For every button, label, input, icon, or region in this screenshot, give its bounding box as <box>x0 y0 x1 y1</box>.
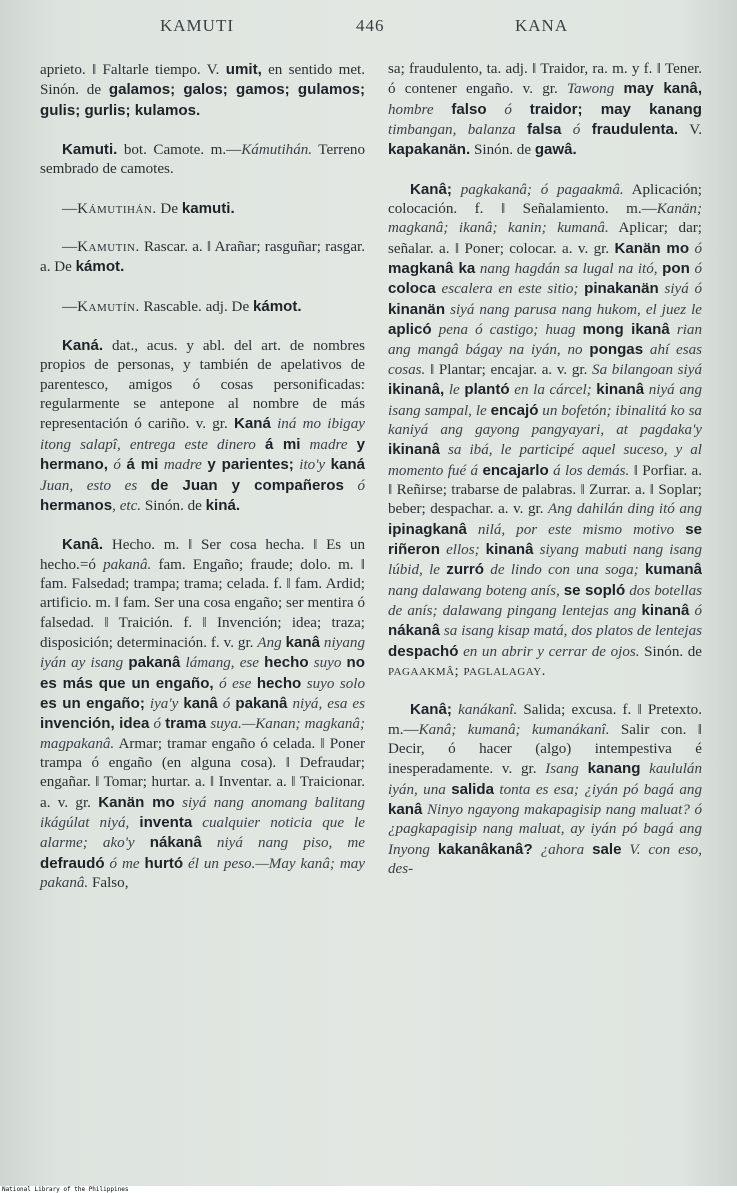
definition-text: Sinón. de <box>639 643 702 660</box>
dictionary-entry-kana-dat <box>40 336 365 516</box>
headword: umit, <box>225 61 262 78</box>
example-text: escalera en este sitio; <box>435 281 585 298</box>
definition-text: — <box>62 298 78 315</box>
dictionary-entry-kana-aplicacion <box>388 180 702 682</box>
example-text: niyá ang isang sampal, le <box>388 382 702 419</box>
example-text: ellos; <box>440 541 486 558</box>
example-text: ó <box>217 695 236 712</box>
example-text: siyá nang parusa nang hukom, el juez le <box>445 301 702 318</box>
headword: pakanâ <box>235 694 288 712</box>
headword: coloca <box>388 280 436 298</box>
example-text: pagkakanâ; ó pagaakmâ. <box>451 181 624 198</box>
headword: encajarlo <box>482 461 549 479</box>
headword: pinakanän <box>584 280 659 298</box>
definition-text: — <box>62 200 78 217</box>
headword: inventa <box>139 814 193 831</box>
headword: kanâ <box>183 694 218 712</box>
headword: Kanâ; <box>410 180 452 198</box>
example-text: un bofetón; ibinalitá ko sa kaniyá ang gayong pangyayari, at pagdaka'y <box>388 402 702 438</box>
dictionary-entry-kamuti <box>40 140 365 180</box>
example-text: ó <box>561 122 592 139</box>
example-text: dos botellas de anís; dalawang pingang lentejas ang <box>388 582 703 619</box>
example-text: él un peso.—May kanâ; may pakanâ. <box>40 855 365 892</box>
example-text: ó <box>689 240 703 257</box>
example-text: niyá nang piso, me <box>201 835 365 852</box>
headword: kinanän <box>388 300 446 318</box>
definition-text: en sentido met. Sinón. de <box>40 62 365 99</box>
headword: zurró <box>446 561 484 579</box>
small-caps-term: pagaakmâ; paglalagay. <box>388 662 546 679</box>
dictionary-entry-aprieto <box>40 60 365 121</box>
example-text: Ang <box>257 634 286 651</box>
headword: magkanâ ka <box>388 260 476 278</box>
definition-text: ‖ Plantar; encajar. a. v. gr. <box>425 361 593 378</box>
headword: pakanâ <box>128 654 181 672</box>
headword: Kanâ; <box>410 701 452 719</box>
example-text: de lindo con una soga; <box>484 562 645 579</box>
example-text: kaululán iyán, una <box>388 761 702 798</box>
example-text: Juan, esto es <box>40 477 151 494</box>
example-text: madre <box>300 436 357 453</box>
definition-text: aprieto. ‖ Faltarle tiempo. V. <box>40 62 226 78</box>
headword: galamos; galos; gamos; gulamos; gulis; gurlis; kulamos. <box>40 81 366 119</box>
example-text: Tawong <box>567 81 624 98</box>
headword: Kaná <box>233 415 271 433</box>
example-text: ¿ahora <box>532 841 593 858</box>
headword: á mi <box>126 456 159 474</box>
headword: kakanâkanâ? <box>437 840 533 858</box>
headword: kaná <box>330 456 366 474</box>
headword: kinanâ <box>485 540 534 558</box>
headword: se riñeron <box>388 520 702 558</box>
headword: kinanâ <box>596 381 645 399</box>
definition-text: V. <box>678 122 703 139</box>
example-text: rian ang mangâ bágay na iyán, no <box>388 322 702 359</box>
definition-text: Aplicar; dar; señalar. a. ‖ Poner; colocar. a. v. gr. <box>388 220 702 257</box>
headword: ikinanâ <box>388 441 441 459</box>
definition-text: Terreno sembrado de camotes. <box>40 142 365 178</box>
example-text: sa ibá, le participé aquel suceso, y al momento fué á <box>388 442 702 479</box>
definition-text: Falso, <box>88 875 129 892</box>
example-text: niyang iyán ay isang <box>40 634 366 672</box>
headword: kapakanän. <box>388 141 471 159</box>
example-text: ó <box>107 457 127 474</box>
headword: Kaná. <box>62 337 104 355</box>
headword: hecho <box>256 674 302 692</box>
headword: sale <box>592 840 622 858</box>
headword: falsa <box>526 121 562 139</box>
example-text: ahí esas cosas. <box>388 342 702 378</box>
headword: mong ikanâ <box>582 321 670 339</box>
headword: aplicó <box>388 321 432 339</box>
example-text: iná mo ibigay itong salapî, entrega este dinero <box>40 416 365 453</box>
headword: Kanän mo <box>98 793 175 811</box>
definition-text: Sinón. de <box>470 142 535 159</box>
example-text: Ninyo ngayong makapagisip nang maluat? ó ¿pagkapagisip nang maluat, ay iyán pó bagá ang Inyong <box>388 802 702 858</box>
example-text: suyo <box>308 655 347 672</box>
example-text: Isang <box>545 761 588 778</box>
example-text: Ang dahilán ding itó ang <box>548 501 703 518</box>
headword: hecho <box>264 654 309 672</box>
headword: kámot. <box>252 297 302 315</box>
example-text: V. con eso, des- <box>388 841 703 878</box>
headword: es un engaño; <box>40 694 145 712</box>
definition-text: Rascable. adj. De <box>139 298 253 315</box>
definition-text: Salida; excusa. f. ‖ Pretexto. m.— <box>388 702 702 738</box>
headword: ipinagkanâ <box>388 520 467 538</box>
headword: trama <box>165 715 207 733</box>
headword: kamuti. <box>181 199 235 217</box>
example-text: ó <box>689 602 702 619</box>
headword: y parientes; <box>207 456 294 474</box>
headword: invención, idea <box>40 715 150 733</box>
small-caps-term: Kamutin. <box>77 239 140 256</box>
example-text: pena ó castigo; huag <box>431 322 583 339</box>
headword: nákanâ <box>388 622 441 640</box>
headword: encajó <box>490 401 539 419</box>
definition-text: Armar; tramar engaño ó celada. ‖ Poner trampa ó engaño (en alguna cosa). ‖ Defraudar; engañar. ‖ Tomar; hurtar. a. ‖ Inventar. a. ‖ Traicionar. a. v. gr. <box>40 735 365 811</box>
example-text: kanákanî. <box>451 702 518 719</box>
definition-text: fam. Engaño; fraude; dolo. m. ‖ fam. Falsedad; trampa; trama; celada. f. ‖ fam. Ardid; artificio. m. ‖ fam. Ser una cosa engaño; ser mentira ó falsedad. ‖ Traición. f. ‖ Invención; idea; traza; disposición; determinación. f. v. gr. <box>40 556 365 651</box>
definition-text: Salir con. ‖ Decir, ó hacer (algo) intempestiva é inesperadamente. v. gr. <box>388 721 702 778</box>
headword: defraudó <box>40 854 105 872</box>
example-text: timbangan, balanza <box>388 122 527 139</box>
headword: Kamuti. <box>62 141 118 159</box>
example-text: nang dalawang boteng anís, <box>388 582 564 599</box>
example-text: Sa bilangoan siyá <box>592 361 702 378</box>
headword: pongas <box>589 341 644 359</box>
headword: gawâ. <box>534 141 577 159</box>
example-text: á los demás. <box>548 462 630 479</box>
example-text: , etc. <box>112 497 142 514</box>
definition-text: dat., acus. y abl. del art. de nombres propios de personas, y también de apelativos de parentesco, amigos ó cosas personificadas: regularmente se antepone al nombre de más representación ó cariño. v. gr. <box>40 338 365 433</box>
example-text: suya.—Kanan; magkanâ; magpakanâ. <box>40 716 365 752</box>
headword: traidor; may kanang <box>529 100 702 118</box>
headword: nákanâ <box>149 834 202 852</box>
definition-text: ‖ Porfiar. a. ‖ Reñirse; trabarse de palabras. ‖ Zurrar. a. ‖ Soplar; beber; despachar. a. v. gr. <box>388 462 702 518</box>
dictionary-entry-kana-salida <box>388 700 702 879</box>
example-text: ó <box>486 101 530 118</box>
headword: kumanâ <box>644 561 702 579</box>
definition-text: Hecho. m. ‖ Ser cosa hecha. ‖ Es un hecho.=ó <box>40 537 365 573</box>
definition-text: Sinón. de <box>141 497 206 514</box>
page-number: 446 <box>356 16 385 35</box>
headword: despachó <box>388 642 459 660</box>
example-text: Kanän; magkanâ; ikanâ; kanin; kumanâ. <box>388 201 702 237</box>
left-column <box>40 60 365 912</box>
running-head-right: KANA <box>515 16 569 35</box>
headword: plantó <box>464 381 510 399</box>
example-text: iya'y <box>144 695 184 712</box>
example-text: le <box>444 382 465 399</box>
headword: Kanâ. <box>62 536 104 554</box>
dictionary-entry-kana-hecho <box>40 535 365 893</box>
headword: Kanän mo <box>614 239 690 257</box>
headword: kinanâ <box>641 601 690 619</box>
example-text: Kanâ; kumanâ; kumanákanî. <box>418 721 610 738</box>
example-text: siyá ó <box>658 281 702 298</box>
small-caps-term: Kámutihán. <box>77 200 157 217</box>
headword: kanâ <box>388 801 423 819</box>
headword: hermanos <box>40 496 113 514</box>
example-text: ó me <box>104 855 145 872</box>
headword: kámot. <box>75 258 125 276</box>
headword: kanang <box>587 760 641 778</box>
headword: salida <box>451 780 494 798</box>
definition-text: De <box>156 200 182 217</box>
headword: no es más que un engaño, <box>40 654 365 692</box>
headword: ikinanâ, <box>388 381 445 399</box>
definition-text: Rascar. a. ‖ Arañar; rasguñar; rasgar. a. De <box>40 239 365 276</box>
example-text: hombre <box>388 101 452 118</box>
running-head-left: KAMUTI <box>160 16 234 35</box>
dictionary-entry-kamutin-2 <box>40 297 365 317</box>
example-text: nilá, por este mismo motivo <box>466 521 686 538</box>
example-text: ó ese <box>213 675 257 692</box>
dictionary-entry-kamutin-1 <box>40 238 365 278</box>
example-text: siyang mabuti nang isang lúbid, le <box>388 541 702 579</box>
example-text: ó <box>343 477 365 494</box>
headword: se sopló <box>563 581 626 599</box>
small-caps-term: Kamutín. <box>77 298 140 315</box>
example-text: en la cárcel; <box>509 382 597 399</box>
example-text: suyo solo <box>301 675 365 692</box>
headword: may kanâ, <box>623 80 703 98</box>
headword: á mi <box>264 435 301 453</box>
right-column <box>388 60 702 879</box>
headword: hurtó <box>144 854 184 872</box>
example-text: en un abrir y cerrar de ojos. <box>458 643 640 660</box>
example-text: sa isang kisap matá, dos platos de lentejas <box>440 623 702 640</box>
example-text: madre <box>158 457 208 474</box>
definition-text: bot. Camote. m.— <box>117 142 242 159</box>
headword: pon <box>662 260 690 278</box>
headword: fraudulenta. <box>591 121 679 139</box>
library-credit: National Library of the Philippines <box>0 1186 737 1193</box>
example-text: niyá, esa es <box>287 695 365 712</box>
definition-text: — <box>62 239 78 256</box>
dictionary-entry-kamutihan <box>40 199 365 219</box>
example-text: lámang, ese <box>180 655 265 672</box>
example-text: ó <box>689 261 702 278</box>
definition-text: Aplicación; colocación. f. ‖ Señalamiento. m.— <box>388 181 702 218</box>
example-text: cualquier noticia que le alarme; ako'y <box>40 815 365 852</box>
example-text: nang hagdán sa lugal na itó, <box>475 261 663 278</box>
headword: y hermano, <box>40 435 366 474</box>
example-text: Kámutihán. <box>241 142 313 159</box>
example-text: ó <box>149 716 166 733</box>
definition-text: sa; fraudulento, ta. adj. ‖ Traidor, ra. m. y f. ‖ Tener. ó contener engaño. v. gr. <box>388 61 702 98</box>
example-text: ito'y <box>293 457 331 474</box>
headword: kanâ <box>285 633 320 651</box>
example-text: tonta es esa; ¿iyán pó bagá ang <box>494 781 702 798</box>
headword: kiná. <box>205 496 241 514</box>
example-text: pakanâ. <box>103 556 152 573</box>
dictionary-entry-falso-cont <box>388 60 702 161</box>
headword: de Juan y compañeros <box>150 476 344 494</box>
example-text: siyá nang anomang balitang ikágúlat niyá, <box>40 794 365 831</box>
headword: falso <box>451 100 487 118</box>
